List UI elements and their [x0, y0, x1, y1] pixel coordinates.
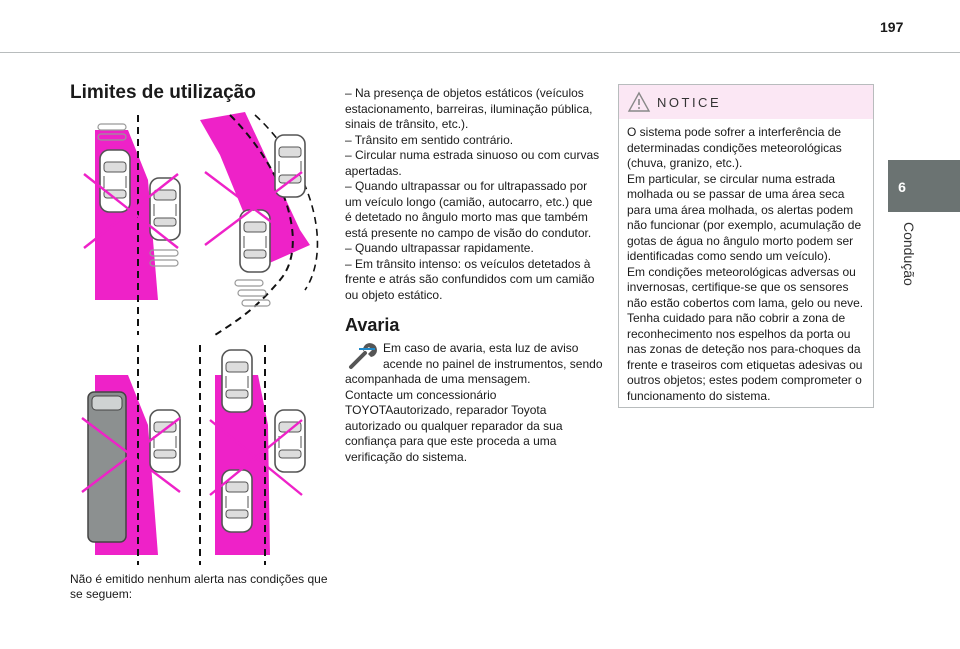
- chapter-label-text: Condução: [901, 222, 917, 286]
- condition-item: – Quando ultrapassar rapidamente.: [345, 241, 534, 255]
- notice-paragraph: Em condições meteorológicas adversas ou invernosas, certifique-se que os sensores não estão cobertos com lama, gelo ou neve.: [627, 264, 864, 310]
- chapter-number: 6: [898, 179, 906, 195]
- condition-item: – Quando ultrapassar ou for ultrapassado por um veículo longo (camião, autocarro, etc.) que é detetado no ângulo morto mas que também está presente no campo de visão do condutor.: [345, 179, 593, 240]
- header-rule: [0, 52, 960, 53]
- wrench-icon: [345, 341, 381, 371]
- avaria-body: [345, 341, 603, 465]
- notice-title: NOTICE: [657, 95, 722, 110]
- notice-paragraph: O sistema pode sofrer a interferência de determinadas condições meteorológicas (chuva, granizo, etc.).: [627, 125, 842, 170]
- warning-icon: [627, 91, 651, 113]
- condition-item: – Circular numa estrada sinuoso ou com curvas apertadas.: [345, 148, 600, 178]
- avaria-title: Avaria: [345, 315, 400, 335]
- section-title: Limites de utilização: [70, 82, 256, 103]
- notice-paragraph: Em particular, se circular numa estrada molhada ou se passar de uma área seca para uma área molhada, os alertas podem não funcionar (por exemplo, acumulação de gotas de água no ângulo morto podem ser identificadas como sendo um veículo).: [627, 171, 862, 263]
- condition-item: – Na presença de objetos estáticos (veículos estacionamento, barreiras, iluminação pública, sinais de trânsito, etc.).: [345, 86, 593, 131]
- scenario-illustrations: [70, 110, 330, 570]
- scenario-heavy-traffic: [200, 345, 305, 565]
- scenario-static-objects: [84, 115, 180, 335]
- chapter-tab[interactable]: [888, 160, 960, 212]
- condition-item: – Em trânsito intenso: os veículos detetados à frente e atrás são confundidos com um camião ou objeto estático.: [345, 256, 595, 302]
- notice-header: [619, 85, 873, 119]
- avaria-line: Contacte um concessionário TOYOTAautorizado, reparador Toyota autorizado ou qualquer reparador da sua confiança para que este proceda a uma verificação do sistema.: [345, 387, 563, 464]
- condition-item: – Trânsito em sentido contrário.: [345, 132, 514, 147]
- notice-box: [618, 84, 874, 408]
- conditions-list: [345, 86, 600, 303]
- illustration-caption: Não é emitido nenhum alerta nas condições que se seguem:: [70, 572, 328, 601]
- notice-body: [619, 119, 873, 404]
- scenario-long-vehicle: [82, 345, 180, 565]
- chapter-label: [899, 222, 919, 302]
- page-number: 197: [880, 19, 904, 35]
- avaria-line: Em caso de avaria, esta luz de aviso acende no painel de instrumentos, sendo acompanhada de uma mensagem.: [345, 341, 603, 386]
- notice-paragraph: Tenha cuidado para não cobrir a zona de reconhecimento nos espelhos da porta ou nas zonas de deteção nos para-choques da frente e traseiros com etiquetas adesivas ou outros objetos; estes podem comprometer o funcionamento do sistema.: [627, 311, 863, 403]
- scenario-winding-road: [200, 112, 317, 335]
